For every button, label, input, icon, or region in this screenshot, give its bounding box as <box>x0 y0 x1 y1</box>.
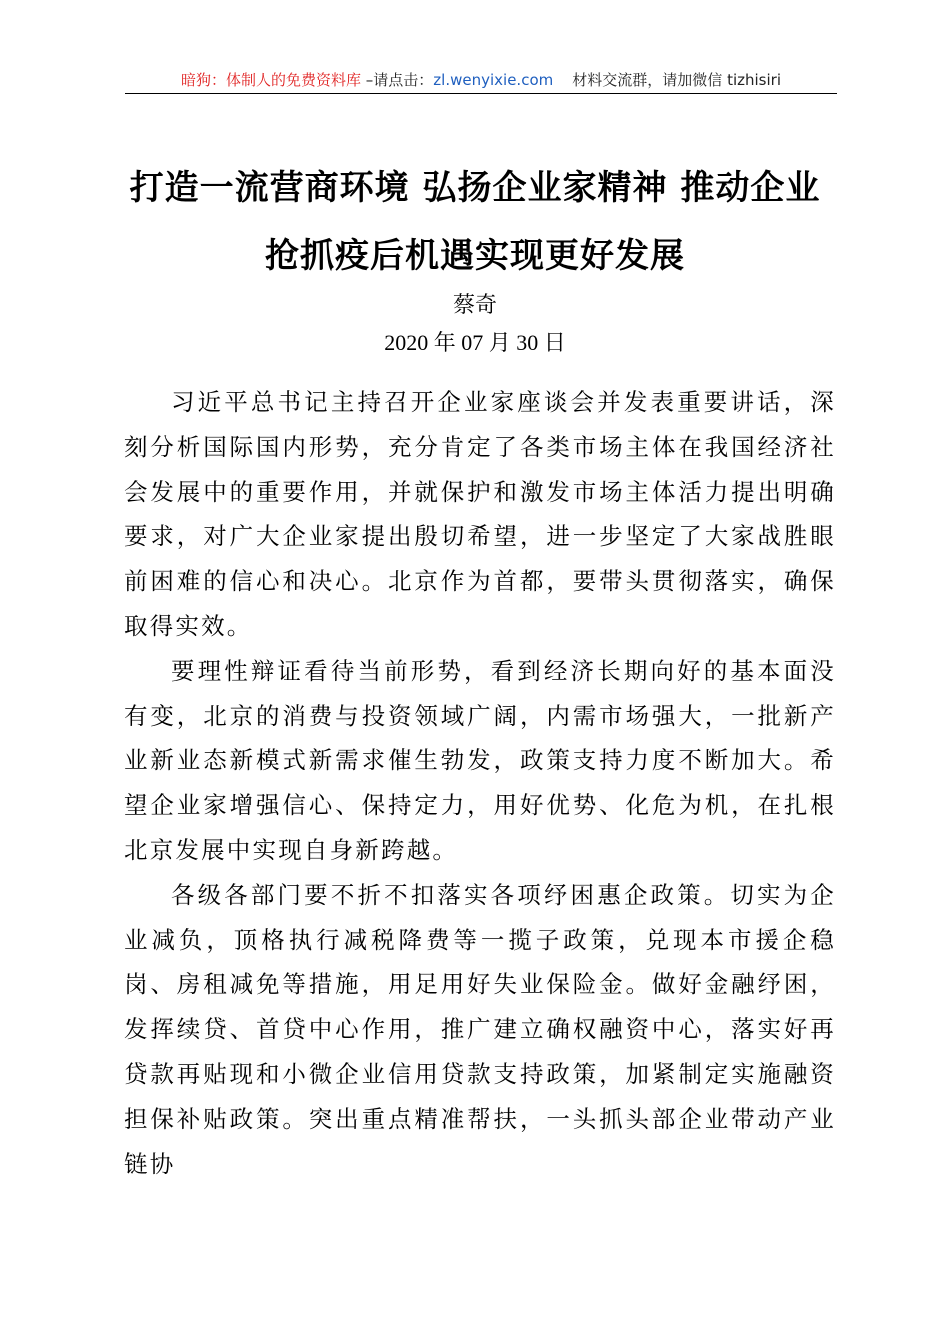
header-site-name: 暗狗：体制人的免费资料库 <box>181 71 362 89</box>
header-link[interactable]: zl.wenyixie.com <box>433 71 554 89</box>
author: 蔡奇 <box>452 293 497 318</box>
title-line-1: 打造一流营商环境 弘扬企业家精神 推动企业 <box>129 168 821 208</box>
date: 2020 年 07 月 30 日 <box>384 330 566 355</box>
header-wechat-note: 材料交流群，请加微信 tizhisiri <box>553 71 781 89</box>
header-click-prompt: –请点击： <box>361 71 434 89</box>
paragraph: 要理性辩证看待当前形势，看到经济长期向好的基本面没有变，北京的消费与投资领域广阔，内需市场强大，一批新产业新业态新模式新需求催生勃发，政策支持力度不断加大。希望企业家增强信心、保持定力，用好优势、化危为机，在扎根北京发展中实现自身新跨越。 <box>124 656 836 864</box>
title-line-2: 抢抓疫后机遇实现更好发展 <box>265 236 685 276</box>
paragraph: 习近平总书记主持召开企业家座谈会并发表重要讲话，深刻分析国际国内形势，充分肯定了各类市场主体在我国经济社会发展中的重要作用，并就保护和激发市场主体活力提出明确要求，对广大企业家提出殷切希望，进一步坚定了大家战胜眼前困难的信心和决心。北京作为首都，要带头贯彻落实，确保取得实效。 <box>124 388 836 640</box>
paragraph: 各级各部门要不折不扣落实各项纾困惠企政策。切实为企业减负，顶格执行减税降费等一揽子政策，兑现本市援企稳岗、房租减免等措施，用足用好失业保险金。做好金融纾困，发挥续贷、首贷中心作用，推广建立确权融资中心，落实好再贷款再贴现和小微企业信用贷款支持政策，加紧制定实施融资担保补贴政策。突出重点精准帮扶，一头抓头部企业带动产业链协 <box>124 880 836 1178</box>
page-header <box>125 68 837 94</box>
article-body <box>124 380 836 1186</box>
